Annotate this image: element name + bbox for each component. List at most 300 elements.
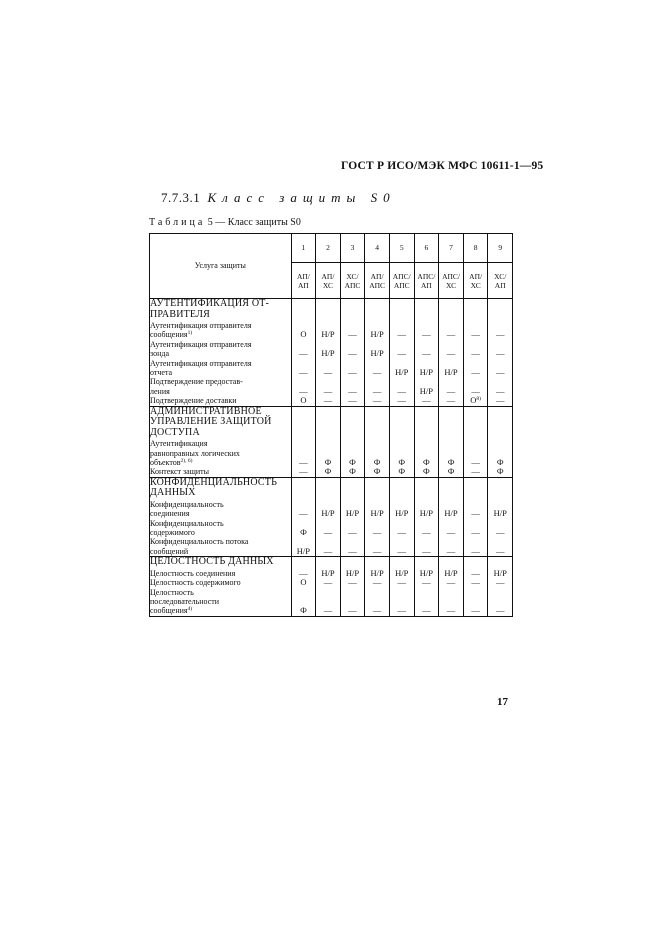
service-item-text: соединения: [150, 509, 190, 519]
cell-value: —: [372, 366, 382, 377]
title-spacer: [415, 478, 439, 500]
row-spacer: [464, 439, 488, 458]
value-column-cell: [414, 477, 439, 556]
value-column-cell: [340, 477, 365, 556]
cell-value: —: [397, 526, 406, 537]
value-column-cell: [340, 557, 365, 617]
column-abbr-2: АП/ ХС: [316, 263, 341, 299]
cell-value: Ф: [496, 466, 504, 477]
service-item: [150, 396, 291, 405]
service-item: [150, 519, 291, 538]
title-spacer: [316, 557, 340, 569]
value-column-cell: [291, 406, 316, 477]
cell-value: —: [495, 329, 505, 340]
cell-value: —: [323, 605, 333, 616]
service-group-cell: [150, 557, 292, 617]
service-item-line: [150, 578, 291, 587]
column-number-5: 5: [389, 234, 414, 263]
cell-value: Н/Р: [395, 508, 409, 519]
value-column-cell: [340, 406, 365, 477]
cell-value: —: [495, 526, 505, 537]
cell-value: —: [471, 466, 480, 477]
service-item-line: [150, 606, 291, 615]
column-abbr-9: ХС/ АП: [488, 263, 513, 299]
service-item-text: объектов: [150, 457, 181, 467]
cell-value: [464, 396, 488, 405]
cell-value: Ф: [349, 456, 356, 467]
cell-value: —: [495, 605, 505, 616]
cell-value: —: [422, 605, 431, 616]
column-abbr-1: АП/ АП: [291, 263, 316, 299]
cell-value: —: [348, 605, 357, 616]
cell-value: —: [397, 577, 406, 588]
service-item-text: Подтверждение предостав-: [150, 377, 243, 387]
cell-value: —: [495, 545, 505, 556]
service-item-line: [150, 439, 291, 448]
service-item: [150, 578, 291, 587]
title-spacer: [439, 478, 463, 500]
footnote-ref: 2), 6): [180, 457, 193, 464]
cell-value: —: [495, 366, 505, 377]
cell-value: —: [348, 348, 357, 359]
value-column-cell: [463, 406, 488, 477]
table-caption-text: 5 — Класс защиты S0: [207, 217, 301, 228]
cell-value: —: [299, 567, 308, 578]
title-spacer: [415, 557, 439, 569]
value-column-cell: [316, 406, 341, 477]
title-spacer: [292, 299, 316, 321]
document-header: ГОСТ Р ИСО/МЭК МФС 10611-1—95: [341, 160, 544, 172]
cell-value: —: [397, 348, 406, 359]
title-spacer: [292, 407, 316, 440]
service-item-text: Аутентификация отправителя: [150, 339, 252, 349]
service-group-title: АДМИНИСТРАТИВНОЕ УПРАВЛЕНИЕ ЗАЩИТОЙ ДОСТУПА: [150, 405, 272, 438]
cell-value: —: [299, 456, 308, 467]
service-item-text: ления: [150, 386, 170, 396]
service-item: [150, 588, 291, 616]
value-column-cell: [389, 299, 414, 407]
column-number-3: 3: [340, 234, 365, 263]
value-column-cell: [316, 477, 341, 556]
cell-value: —: [422, 526, 431, 537]
value-column-cell: [439, 477, 464, 556]
service-item-text: зонда: [150, 349, 170, 359]
title-spacer: [365, 557, 389, 569]
cell-value: —: [299, 348, 308, 359]
cell-value: —: [323, 395, 333, 406]
cell-value: Н/Р: [370, 567, 384, 578]
value-column-cell: [463, 477, 488, 556]
cell-value: Ф: [447, 466, 455, 477]
service-item-text: Целостность содержимого: [150, 578, 241, 588]
service-item: [150, 467, 291, 476]
row-spacer: [488, 439, 512, 458]
value-column-cell: [488, 299, 513, 407]
row-spacer: [439, 439, 463, 458]
column-abbr-4: АП/ АПС: [365, 263, 390, 299]
cell-value: —: [348, 366, 357, 377]
footnote-ref: 1): [187, 330, 193, 337]
cell-value: Ф: [300, 526, 307, 537]
value-column-cell: [365, 477, 390, 556]
service-item-line: [150, 396, 291, 405]
cell-value: Ф: [423, 466, 430, 477]
title-spacer: [316, 299, 340, 321]
title-spacer: [464, 557, 488, 569]
service-item-text: Контекст защиты: [150, 467, 210, 477]
value-column-cell: [291, 477, 316, 556]
cell-value: Ф: [324, 466, 332, 477]
cell-value: —: [446, 526, 456, 537]
service-item-line: [150, 528, 291, 537]
cell-value: —: [471, 508, 480, 519]
value-column-cell: [463, 557, 488, 617]
cell-value: О: [300, 577, 307, 588]
cell-value: —: [495, 577, 505, 588]
cell-value: О: [300, 395, 307, 406]
cell-value: —: [348, 395, 357, 406]
cell-value: —: [397, 395, 406, 406]
service-item-line: [150, 547, 291, 556]
cell-value: —: [495, 385, 505, 396]
service-item-text: сообщения: [150, 330, 188, 340]
service-item-text: отчета: [150, 368, 173, 378]
title-spacer: [439, 557, 463, 569]
service-item-line: [150, 368, 291, 377]
service-item-text: Аутентификация: [150, 439, 208, 449]
title-spacer: [365, 299, 389, 321]
value-column-cell: [439, 299, 464, 407]
cell-value: Ф: [373, 466, 381, 477]
value-column-cell: [365, 299, 390, 407]
cell-value: Н/Р: [370, 348, 384, 359]
title-spacer: [488, 478, 512, 500]
cell-value: Н/Р: [444, 567, 458, 578]
value-column-cell: [389, 406, 414, 477]
title-spacer: [415, 299, 439, 321]
value-column-cell: [316, 557, 341, 617]
row-spacer: [415, 588, 439, 607]
service-item-text: сообщения: [150, 606, 188, 616]
cell-value: —: [372, 526, 382, 537]
cell-value: —: [446, 605, 456, 616]
service-item-line: [150, 321, 291, 330]
value-column-cell: [316, 299, 341, 407]
cell-value: —: [372, 577, 382, 588]
section-title: Класс защиты S0: [207, 190, 396, 205]
cell-value: —: [446, 545, 456, 556]
value-column-cell: [389, 477, 414, 556]
cell-value: Н/Р: [419, 567, 433, 578]
cell-value: —: [397, 329, 406, 340]
service-item: [150, 377, 291, 396]
row-spacer: [292, 588, 316, 607]
cell-value: —: [323, 545, 333, 556]
footnote-ref: 4): [187, 606, 193, 613]
value-column-cell: [291, 299, 316, 407]
cell-value: —: [397, 545, 406, 556]
row-spacer: [439, 588, 463, 607]
cell-value: —: [495, 395, 505, 406]
service-item-line: [150, 387, 291, 396]
cell-value: —: [348, 385, 357, 396]
title-spacer: [488, 299, 512, 321]
column-abbr-6: АПС/ АП: [414, 263, 439, 299]
service-group-title: КОНФИДЕНЦИАЛЬНОСТЬ ДАННЫХ: [150, 476, 278, 499]
cell-value: —: [323, 366, 333, 377]
table-group-row: [150, 299, 513, 407]
cell-value: Н/Р: [370, 508, 384, 519]
service-item-line: [150, 569, 291, 578]
page-number: 17: [497, 696, 508, 708]
cell-value: Ф: [423, 456, 430, 467]
service-item-text: Подтверждение доставки: [150, 396, 237, 406]
cell-value: О: [300, 329, 307, 340]
cell-value: —: [471, 366, 480, 377]
cell-value: —: [422, 545, 431, 556]
security-class-table: [149, 233, 513, 617]
service-group-cell: [150, 299, 292, 407]
cell-value: —: [471, 526, 480, 537]
service-item-text: Аутентификация отправителя: [150, 321, 252, 330]
value-column-cell: [365, 406, 390, 477]
cell-value: —: [446, 577, 456, 588]
service-item-line: [150, 500, 291, 509]
row-spacer: [488, 588, 512, 607]
service-item: [150, 359, 291, 378]
cell-value: —: [348, 526, 357, 537]
cell-value: —: [397, 385, 406, 396]
row-spacer: [292, 439, 316, 458]
cell-value: Ф: [300, 605, 307, 616]
service-item-text: Аутентификация отправителя: [150, 358, 252, 368]
cell-value: —: [348, 577, 357, 588]
value-column-cell: [365, 557, 390, 617]
service-item-line: [150, 340, 291, 349]
title-spacer: [415, 407, 439, 440]
header-row-numbers: [150, 234, 513, 263]
cell-value: Н/Р: [419, 366, 433, 377]
value-column-cell: [463, 299, 488, 407]
cell-value: —: [422, 348, 431, 359]
cell-value-text: О: [470, 395, 477, 406]
cell-value: Н/Р: [345, 567, 360, 578]
service-item-line: [150, 509, 291, 518]
cell-value: —: [299, 508, 308, 519]
cell-value: Н/Р: [296, 545, 311, 556]
value-column-cell: [488, 477, 513, 556]
service-item-line: [150, 349, 291, 358]
title-spacer: [488, 557, 512, 569]
title-spacer: [365, 478, 389, 500]
row-spacer: [390, 588, 414, 607]
cell-value: —: [471, 577, 480, 588]
section-heading: [161, 190, 396, 206]
row-spacer: [316, 439, 340, 458]
value-column-cell: [439, 557, 464, 617]
cell-value: Н/Р: [419, 508, 433, 519]
value-column-cell: [291, 557, 316, 617]
row-spacer: [341, 439, 365, 458]
title-spacer: [341, 478, 365, 500]
service-item-text: содержимого: [150, 528, 195, 537]
service-item: [150, 321, 291, 340]
title-spacer: [390, 557, 414, 569]
service-item: [150, 500, 291, 519]
row-spacer: [390, 439, 414, 458]
cell-value: Ф: [398, 466, 406, 477]
service-item-line: [150, 330, 291, 339]
table-group-row: [150, 406, 513, 477]
cell-value: —: [446, 348, 456, 359]
cell-value: Н/Р: [321, 567, 335, 578]
service-item-line: [150, 597, 291, 606]
service-item-text: Конфиденциальность: [150, 518, 224, 528]
cell-value: —: [348, 545, 357, 556]
cell-value: —: [446, 385, 456, 396]
title-spacer: [316, 478, 340, 500]
cell-value: —: [446, 395, 456, 406]
cell-value: Н/Р: [419, 385, 433, 396]
cell-value: —: [471, 567, 480, 578]
row-spacer: [365, 588, 389, 607]
row-spacer: [365, 439, 389, 458]
column-number-1: 1: [291, 234, 316, 263]
service-group-title: АУТЕНТИФИКАЦИЯ ОТ- ПРАВИТЕЛЯ: [150, 298, 270, 320]
title-spacer: [488, 407, 512, 440]
cell-value: —: [422, 395, 431, 406]
service-item-text: Конфиденциальность потока: [150, 537, 249, 547]
table-caption: [149, 217, 301, 228]
cell-value: Ф: [447, 456, 455, 467]
cell-value: Н/Р: [395, 567, 409, 578]
column-abbr-8: АП/ ХС: [463, 263, 488, 299]
cell-value: Ф: [349, 466, 356, 477]
service-item: [150, 439, 291, 467]
cell-value: Н/Р: [370, 329, 384, 340]
cell-value: —: [422, 577, 431, 588]
cell-value: —: [323, 385, 333, 396]
service-item-line: [150, 588, 291, 597]
cell-value: Н/Р: [321, 329, 335, 340]
cell-value: —: [471, 456, 480, 467]
service-item: [150, 569, 291, 578]
value-column-cell: [389, 557, 414, 617]
service-item: [150, 537, 291, 556]
title-spacer: [390, 478, 414, 500]
cell-value: —: [422, 329, 431, 340]
title-spacer: [292, 478, 316, 500]
service-item-text: сообщений: [150, 546, 189, 556]
cell-value: —: [372, 395, 382, 406]
cell-value: Н/Р: [321, 348, 335, 359]
table-caption-label: Таблица: [149, 217, 206, 228]
service-item-text: Целостность: [150, 587, 194, 597]
service-item-line: [150, 537, 291, 546]
value-column-cell: [340, 299, 365, 407]
service-item-text: последовательности: [150, 596, 220, 606]
cell-value: —: [471, 545, 480, 556]
service-item-line: [150, 449, 291, 458]
cell-value: —: [397, 605, 406, 616]
column-number-8: 8: [463, 234, 488, 263]
service-item-text: Конфиденциальность: [150, 499, 224, 509]
value-column-cell: [414, 406, 439, 477]
column-abbr-7: АПС/ ХС: [439, 263, 464, 299]
title-spacer: [390, 299, 414, 321]
cell-value: —: [372, 545, 382, 556]
service-item-line: [150, 458, 291, 467]
value-column-cell: [414, 557, 439, 617]
service-column-header: Услуга защиты: [150, 234, 292, 299]
cell-value: —: [299, 466, 308, 477]
cell-value: —: [471, 348, 480, 359]
cell-value: Н/Р: [345, 508, 360, 519]
title-spacer: [439, 407, 463, 440]
row-spacer: [415, 439, 439, 458]
value-column-cell: [488, 406, 513, 477]
value-column-cell: [414, 299, 439, 407]
column-number-4: 4: [365, 234, 390, 263]
cell-value: Н/Р: [444, 366, 458, 377]
cell-value: Ф: [324, 456, 332, 467]
cell-value: —: [495, 348, 505, 359]
cell-value: Ф: [398, 456, 406, 467]
cell-value: —: [372, 385, 382, 396]
cell-value: Н/Р: [321, 508, 335, 519]
title-spacer: [464, 407, 488, 440]
value-column-cell: [488, 557, 513, 617]
title-spacer: [316, 407, 340, 440]
cell-value: —: [323, 577, 333, 588]
service-item: [150, 340, 291, 359]
cell-value: —: [471, 329, 480, 340]
service-item-line: [150, 467, 291, 476]
footnote-ref: 8): [476, 396, 481, 403]
title-spacer: [464, 299, 488, 321]
cell-value: Н/Р: [493, 567, 507, 578]
table-group-row: [150, 557, 513, 617]
cell-value: —: [348, 329, 357, 340]
title-spacer: [439, 299, 463, 321]
service-group-title: ЦЕЛОСТНОСТЬ ДАННЫХ: [150, 556, 274, 568]
column-number-2: 2: [316, 234, 341, 263]
value-column-cell: [439, 406, 464, 477]
cell-value: —: [372, 605, 382, 616]
section-number: 7.7.3.1: [161, 190, 201, 205]
title-spacer: [390, 407, 414, 440]
service-item-line: [150, 377, 291, 386]
cell-value: Ф: [373, 456, 381, 467]
cell-value: —: [471, 385, 480, 396]
cell-value: Н/Р: [395, 366, 409, 377]
cell-value: —: [299, 366, 308, 377]
column-abbr-3: ХС/ АПС: [340, 263, 365, 299]
cell-value: —: [299, 385, 308, 396]
cell-value: Н/Р: [493, 508, 507, 519]
title-spacer: [341, 407, 365, 440]
title-spacer: [464, 478, 488, 500]
table-group-row: [150, 477, 513, 556]
service-item-line: [150, 359, 291, 368]
service-item-text: равноправных логических: [150, 448, 240, 458]
column-abbr-5: АПС/ АПС: [389, 263, 414, 299]
column-number-6: 6: [414, 234, 439, 263]
service-item-line: [150, 519, 291, 528]
cell-value: —: [471, 605, 480, 616]
title-spacer: [341, 299, 365, 321]
row-spacer: [464, 588, 488, 607]
